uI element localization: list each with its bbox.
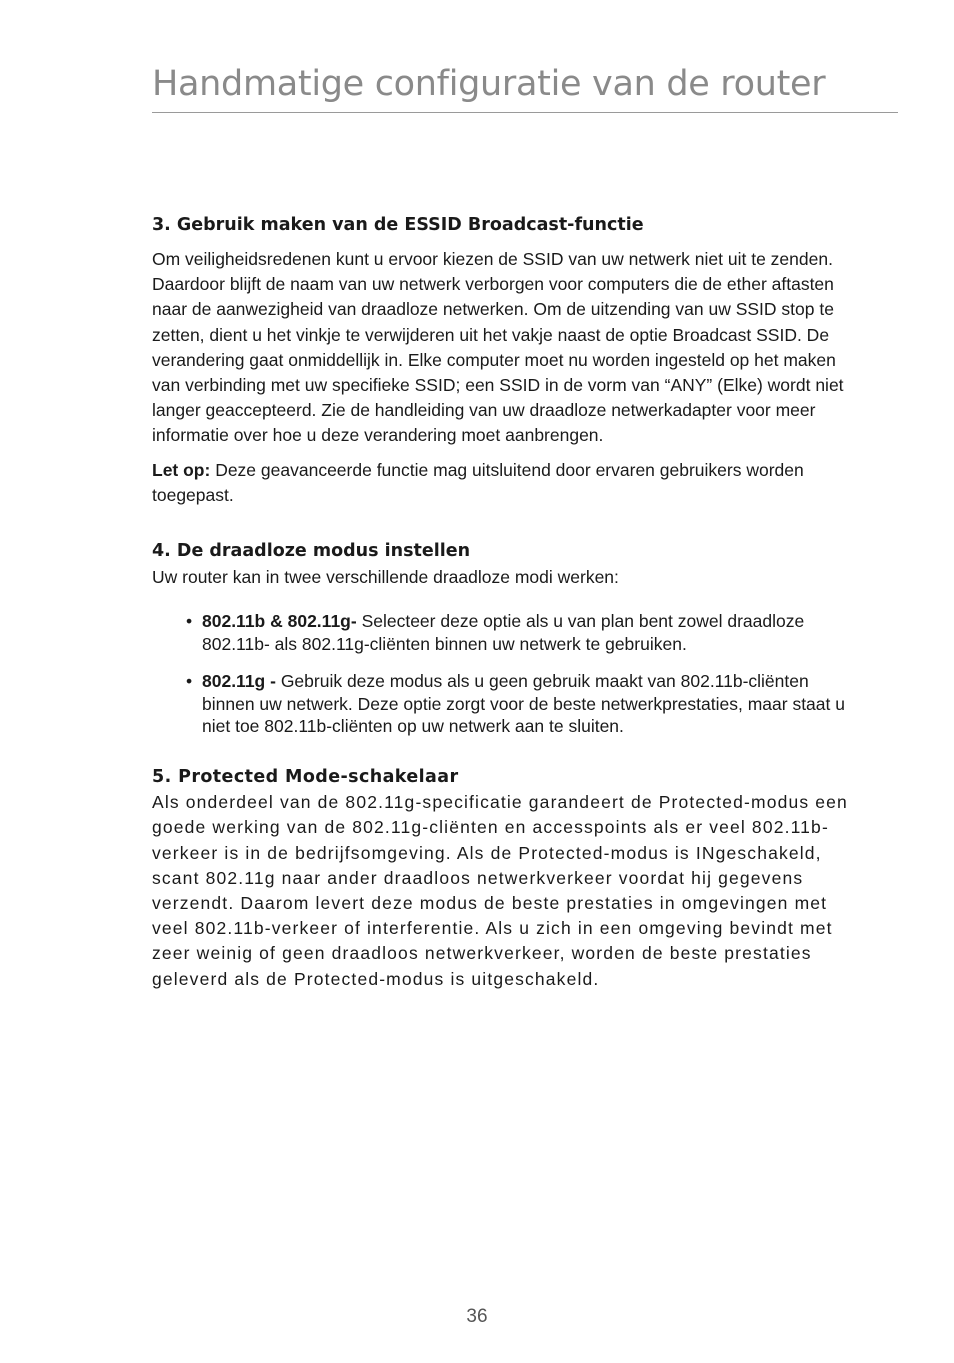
section-paragraph: Om veiligheidsredenen kunt u ervoor kiezen de SSID van uw netwerk niet uit te zenden. Daardoor blijft de naam van uw netwerk verborgen voor computers die de ether aftasten naar de aanwezigheid van draadloze netwerken. Om de uitzending van uw SSID stop te zetten, dient u het vinkje te verwijderen uit het vakje naast de optie Broadcast SSID. De verandering gaat onmiddellijk in. Elke computer moet nu worden ingesteld op het maken van verbinding met uw specifieke SSID; een SSID in de vorm van “ANY” (Elke) wordt niet langer geaccepteerd. Zie de handleiding van uw draadloze netwerkadapter voor meer informatie over hoe u deze verandering moet aanbrengen. (152, 249, 844, 446)
section-paragraph: Als onderdeel van de 802.11g-specificatie garandeert de Protected-modus een goede werking van de 802.11g-cliënten en accesspoints als er veel 802.11b-verkeer is in de bedrijfsomgeving. Als de Protected-modus is INgeschakeld, scant 802.11g naar ander draadloos netwerkverkeer voordat hij gegevens verzendt. Daarom levert deze modus de beste prestaties in omgevingen met veel 802.11b-verkeer of interferentie. Als u zich in een omgeving bevindt met zeer weinig of geen draadloos netwerkverkeer, worden de beste prestaties geleverd als de Protected-modus is uitgeschakeld. (152, 792, 848, 989)
note-label: Let op: (152, 459, 211, 480)
page-number: 36 (466, 1306, 488, 1327)
section-wireless-mode (152, 539, 852, 738)
note-text: Deze geavanceerde functie mag uitsluitend door ervaren gebruikers worden toegepast. (152, 459, 804, 505)
note-paragraph (152, 458, 852, 508)
section-heading: 5. Protected Mode-schakelaar (152, 767, 459, 788)
list-item-term: 802.11g - (202, 670, 276, 691)
section-protected-mode (152, 765, 852, 992)
list-item-term: 802.11b & 802.11g- (202, 611, 357, 632)
list-item (152, 670, 852, 738)
section-intro: Uw router kan in twee verschillende draadloze modi werken: (152, 567, 619, 588)
section-heading: 4. De draadloze modus instellen (152, 541, 471, 562)
bullet-marker: • (186, 611, 193, 632)
mode-list (152, 610, 852, 738)
list-item-text: Selecteer deze optie als u van plan bent zowel draadloze 802.11b- als 802.11g-cliënten binnen uw netwerk te gebruiken. (202, 611, 805, 655)
title-divider (152, 112, 898, 113)
bullet-marker: • (186, 670, 193, 691)
list-item (152, 610, 852, 656)
section-essid-broadcast (152, 213, 852, 508)
page-title: Handmatige configuratie van de router (152, 64, 826, 104)
list-item-text: Gebruik deze modus als u geen gebruik maakt van 802.11b-cliënten binnen uw netwerk. Deze optie zorgt voor de beste netwerkprestaties, maar staat u niet toe 802.11b-cliënten op uw netwerk aan te sluiten. (202, 670, 845, 737)
section-heading: 3. Gebruik maken van de ESSID Broadcast-functie (152, 215, 644, 235)
document-body (152, 213, 852, 992)
